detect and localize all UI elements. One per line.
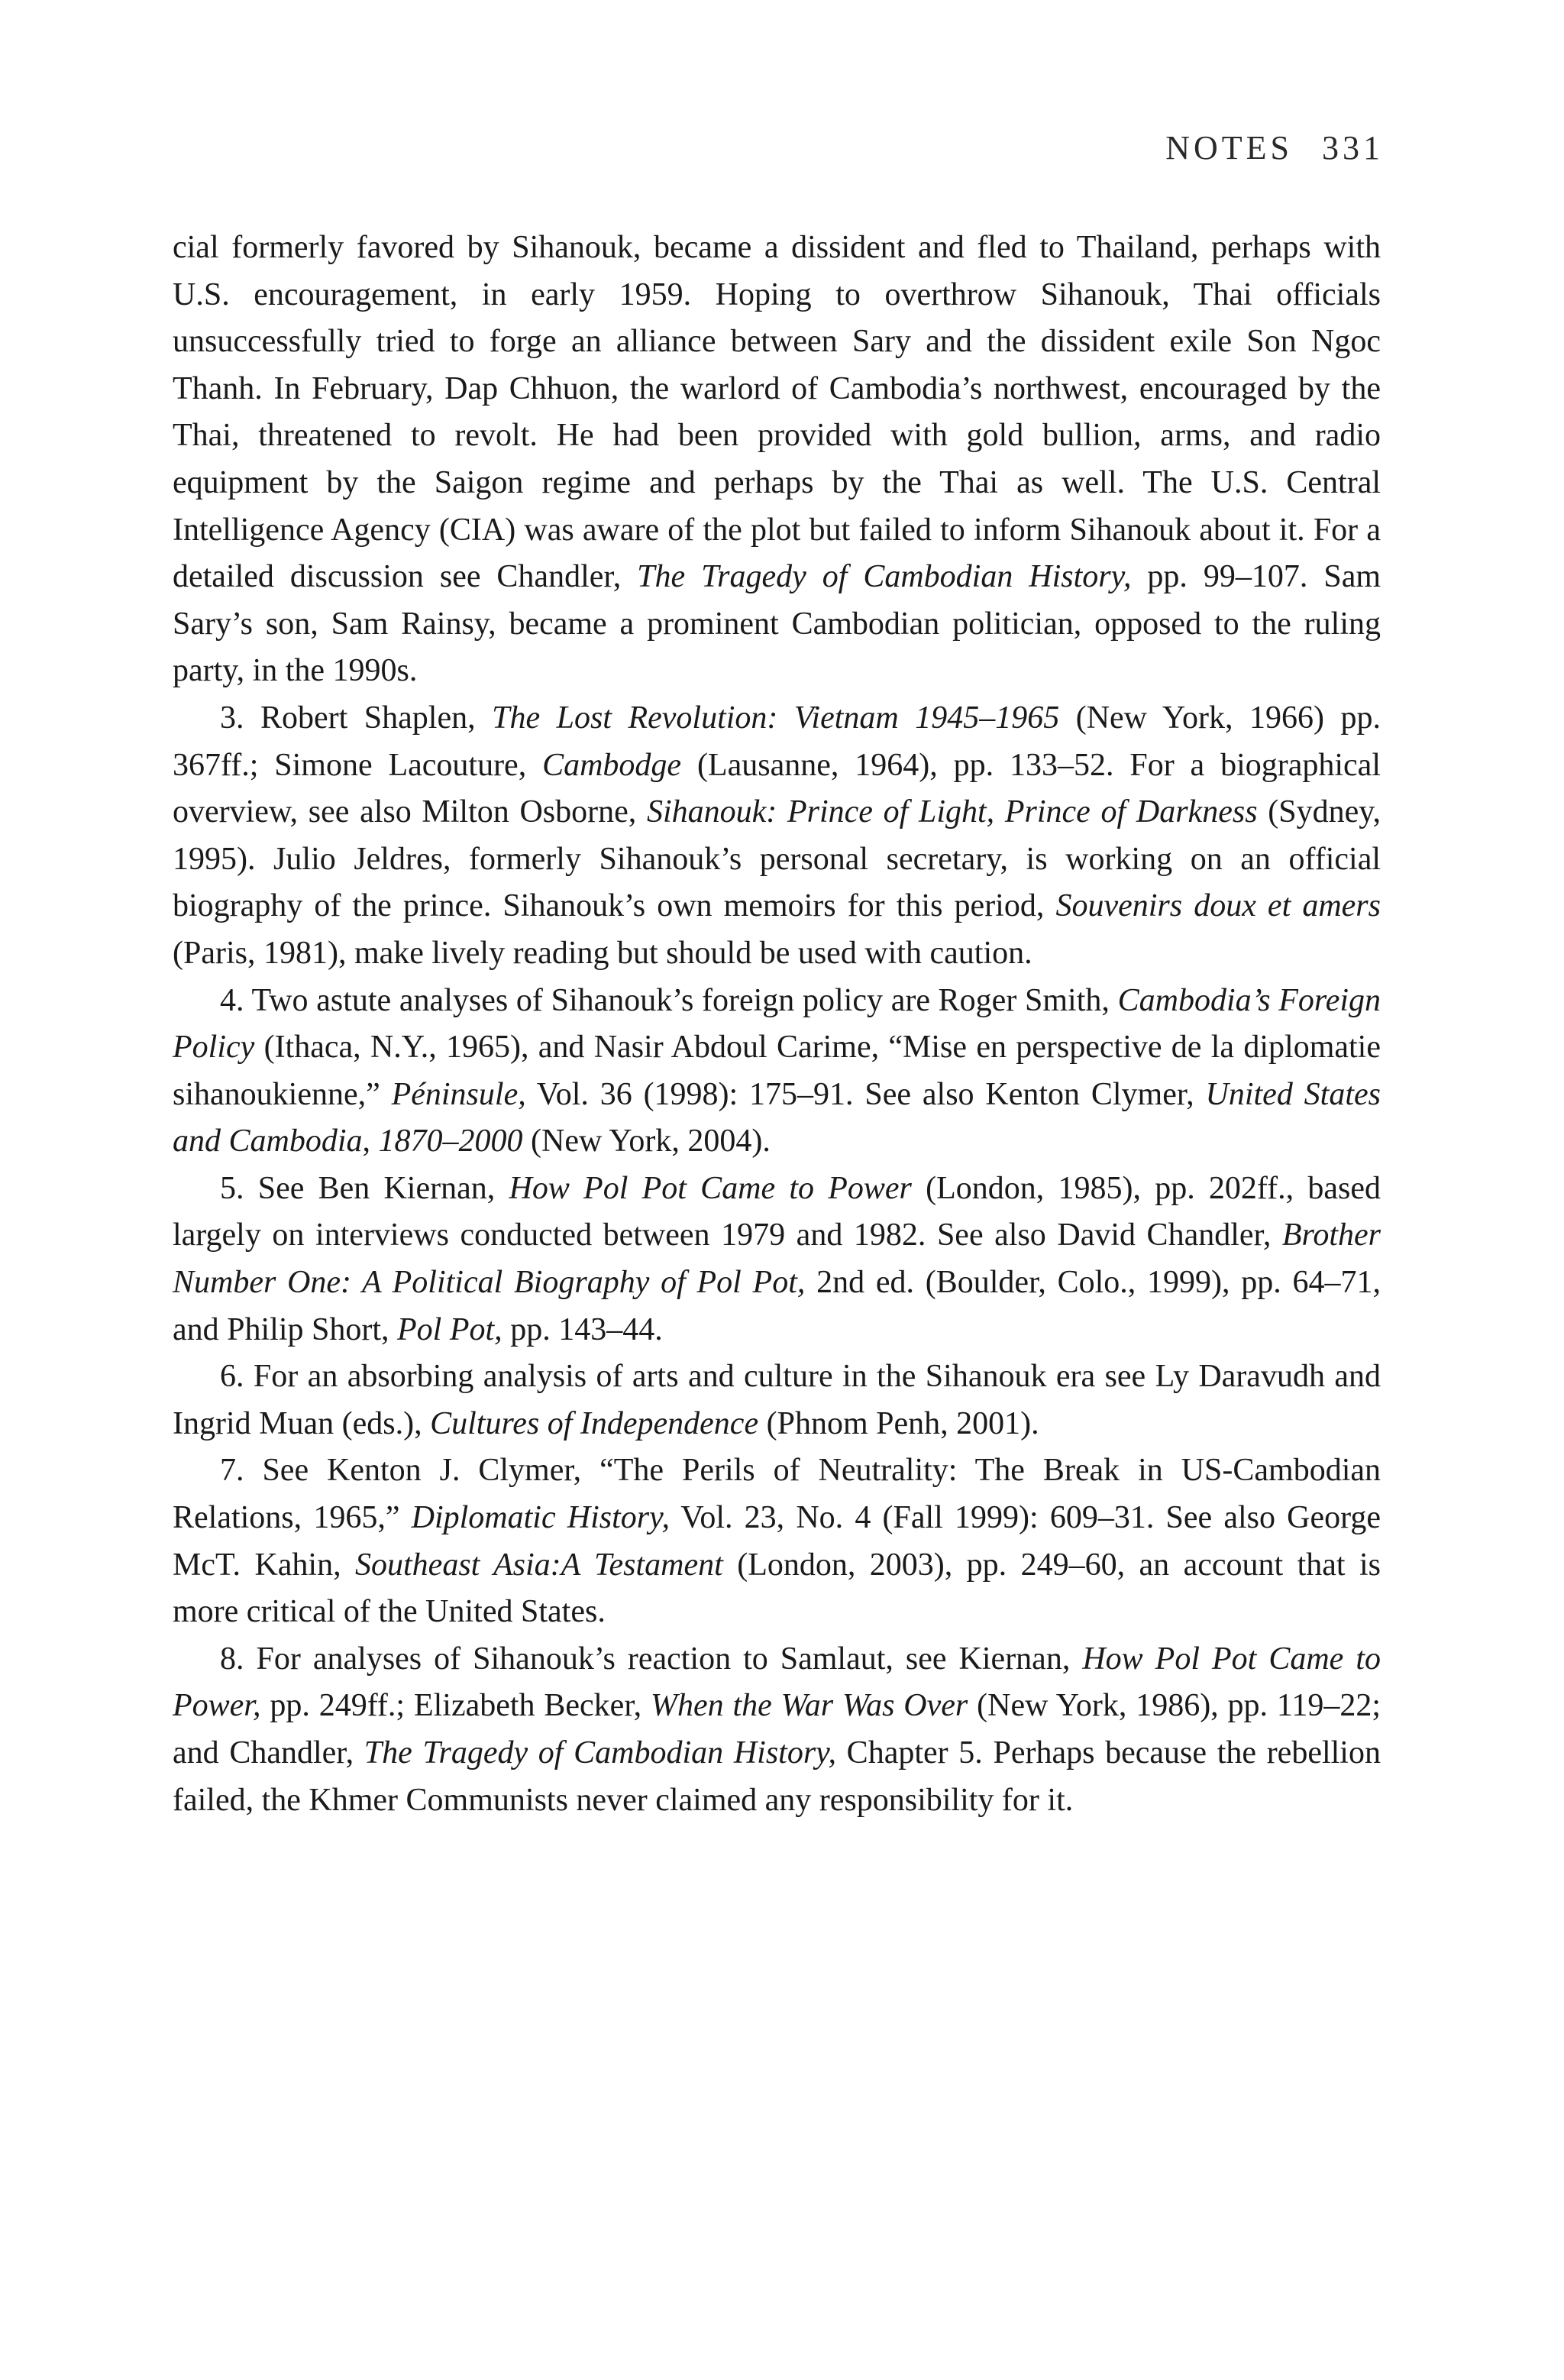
footnote	[173, 1447, 1381, 1635]
citation-title: Sihanouk: Prince of Light, Prince of Darkness	[646, 794, 1258, 830]
citation-title: Brother Number One: A Political Biography of Pol Pot,	[173, 1217, 1381, 1301]
note-text: For analyses of Sihanouk’s reaction to Samlaut, see Kiernan,	[256, 1641, 1083, 1677]
note-text: (Sydney, 1995). Julio Jeldres, formerly Sihanouk’s personal secretary, is working on an official biography of the prince. Sihanouk’s own memoirs for this period,	[173, 794, 1381, 924]
footnote-number: 7.	[220, 1453, 263, 1489]
note-text: (London, 2003), pp. 249–60, an account that is more critical of the United States.	[173, 1547, 1381, 1630]
citation-title: The Tragedy of Cambodian History,	[364, 1735, 836, 1770]
note-text: (Paris, 1981), make lively reading but should be used with caution.	[173, 935, 1032, 971]
footnote-number: 6.	[220, 1359, 254, 1395]
note-text: (New York, 1986), pp. 119–22; and Chandler,	[173, 1688, 1381, 1770]
note-text: (New York, 2004).	[522, 1124, 771, 1159]
citation-title: Cambodia’s Foreign Policy	[173, 982, 1381, 1066]
note-text: See Ben Kiernan,	[257, 1170, 509, 1206]
citation-title: How Pol Pot Came to Power	[509, 1170, 912, 1206]
footnote-number: 8.	[220, 1641, 257, 1677]
note-text: cial formerly favored by Sihanouk, became a dissident and fled to Thailand, perhaps with U.S. encouragement, in early 1959. Hoping to overthrow Sihanouk, Thai officials unsuccessfully tried to forge an alliance between Sary and the dissident exile Son Ngoc Thanh. In February, Dap Chhuon, the warlord of Cambodia’s northwest, encouraged by the Thai, threatened to revolt. He had been provided with gold bullion, arms, and radio equipment by the Saigon regime and perhaps by the Thai as well. The U.S. Central Intelligence Agency (CIA) was aware of the plot but failed to inform Sihanouk about it. For a detailed discussion see Chandler,	[173, 230, 1381, 595]
footnote-number: 3.	[220, 700, 260, 736]
note-text: (London, 1985), pp. 202ff., based largely on interviews conducted between 1979 and 1982. See also David Chandler,	[173, 1170, 1381, 1253]
note-text: 2nd ed. (Boulder, Colo., 1999), pp. 64–71, and Philip Short,	[173, 1265, 1381, 1347]
running-head	[1165, 128, 1384, 167]
footnote	[173, 1166, 1381, 1353]
note-text: Chapter 5. Perhaps because the rebellion failed, the Khmer Communists never claimed any responsibility for it.	[173, 1735, 1381, 1818]
footnote	[173, 1353, 1381, 1447]
citation-title: Souvenirs doux et amers	[1055, 888, 1381, 924]
footnote	[173, 978, 1381, 1166]
citation-title: Diplomatic History,	[411, 1500, 670, 1536]
footnote	[173, 1636, 1381, 1824]
note-text: For an absorbing analysis of arts and culture in the Sihanouk era see Ly Daravudh and Ingrid Muan (eds.),	[173, 1359, 1381, 1441]
note-text: pp. 143–44.	[502, 1311, 663, 1347]
note-text: ,	[362, 1124, 379, 1159]
citation-title: Pol Pot,	[397, 1311, 502, 1347]
citation-title: How Pol Pot Came to Power,	[173, 1641, 1381, 1724]
note-text: See Kenton J. Clymer, “The Perils of Neutrality: The Break in US-Cambodian Relations, 1965,”	[173, 1453, 1381, 1536]
footnote	[173, 695, 1381, 978]
note-text: (Lausanne, 1964), pp. 133–52. For a biographical overview, see also Milton Osborne,	[173, 747, 1381, 830]
footnote-number: 5.	[220, 1170, 258, 1206]
citation-title: When the War Was Over	[651, 1688, 968, 1724]
note-text: pp. 99–107. Sam Sary’s son, Sam Rainsy, became a prominent Cambodian politician, opposed to the ruling party, in the 1990s.	[173, 559, 1381, 689]
citation-title: Cultures of Independence	[430, 1405, 759, 1441]
note-text: (New York, 1966) pp. 367ff.; Simone Lacouture,	[173, 700, 1381, 783]
footnote-number: 4.	[220, 982, 252, 1018]
note-text: Two astute analyses of Sihanouk’s foreign policy are Roger Smith,	[251, 982, 1118, 1018]
note-text: (Phnom Penh, 2001).	[758, 1405, 1039, 1441]
page-number: 331	[1322, 129, 1384, 167]
citation-title: Péninsule,	[391, 1076, 526, 1112]
citation-title: 1870–2000	[378, 1124, 523, 1159]
note-text: pp. 249ff.; Elizabeth Becker,	[260, 1688, 651, 1724]
citation-title: The Tragedy of Cambodian History,	[637, 559, 1132, 595]
note-text: (Ithaca, N.Y., 1965), and Nasir Abdoul Carime, “Mise en perspective de la diplomatie sihanoukienne,”	[173, 1030, 1381, 1112]
footnote-continuation	[173, 225, 1381, 695]
citation-title: Southeast Asia:A Testament	[355, 1547, 723, 1583]
note-text: Vol. 36 (1998): 175–91. See also Kenton Clymer,	[525, 1076, 1206, 1112]
notes-body	[173, 225, 1381, 1824]
note-text: Vol. 23, No. 4 (Fall 1999): 609–31. See also George McT. Kahin,	[173, 1500, 1381, 1583]
citation-title: United States and Cambodia	[173, 1076, 1381, 1159]
citation-title: The Lost Revolution: Vietnam 1945–1965	[492, 700, 1060, 736]
citation-title: Cambodge	[542, 747, 682, 783]
section-title: NOTES	[1165, 129, 1293, 167]
note-text: Robert Shaplen,	[260, 700, 493, 736]
